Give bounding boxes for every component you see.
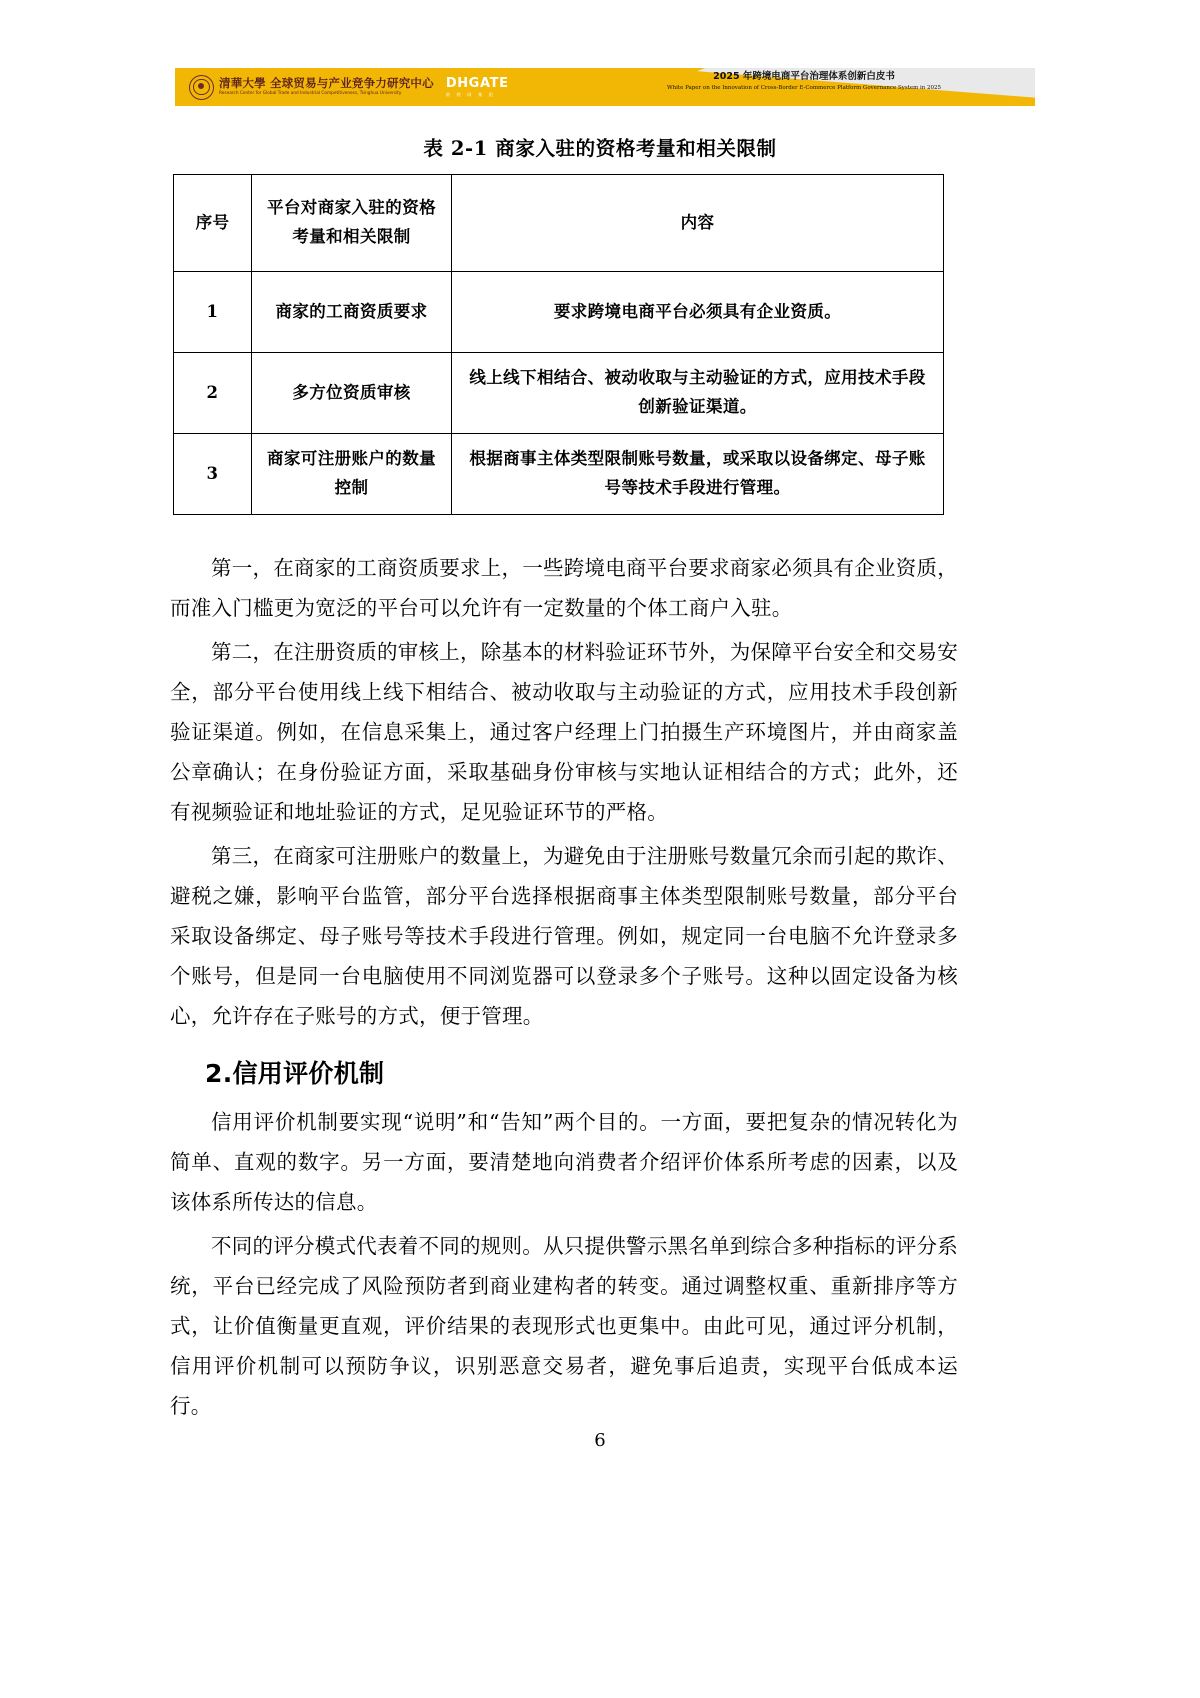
dhgate-logo-text: DHGATE: [445, 75, 509, 91]
table-cell-item: 多方位资质审核: [252, 353, 452, 434]
table-cell-desc: 根据商事主体类型限制账号数量，或采取以设备绑定、母子账号等技术手段进行管理。: [452, 434, 944, 515]
table-body: [174, 272, 944, 515]
table-head: [174, 175, 944, 272]
table-header-row: [174, 175, 944, 272]
section-heading-credit-evaluation: 2.信用评价机制: [205, 1059, 385, 1088]
table-cell-desc: 要求跨境电商平台必须具有企业资质。: [452, 272, 944, 353]
table-caption: 表 2-1 商家入驻的资格考量和相关限制: [423, 137, 777, 160]
table-row: [174, 434, 944, 515]
page-header-banner: [175, 68, 1035, 106]
table-cell-no: 1: [174, 272, 252, 353]
paragraph-credit-1: 信用评价机制要实现“说明”和“告知”两个目的。一方面，要把复杂的情况转化为简单、直观的数字。另一方面，要清楚地向消费者介绍评价体系所考虑的因素，以及该体系所传达的信息。: [170, 1110, 958, 1214]
header-whitepaper-title-group: [589, 72, 1019, 91]
table-cell-no: 2: [174, 353, 252, 434]
table-cell-item: 商家的工商资质要求: [252, 272, 452, 353]
whitepaper-title-cn: 2025 年跨境电商平台治理体系创新白皮书: [713, 71, 895, 82]
paragraph-second: 第二，在注册资质的审核上，除基本的材料验证环节外，为保障平台安全和交易安全，部分平台使用线上线下相结合、被动收取与主动验证的方式，应用技术手段创新验证渠道。例如，在信息采集上，通过客户经理上门拍摄生产环境图片，并由商家盖公章确认；在身份验证方面，采取基础身份审核与实地认证相结合的方式；此外，还有视频验证和地址验证的方式，足见验证环节的严格。: [170, 640, 958, 824]
table-header-item: 平台对商家入驻的资格考量和相关限制: [252, 175, 452, 272]
table-row: [174, 353, 944, 434]
table-header-no: 序号: [174, 175, 252, 272]
paragraph-first: 第一，在商家的工商资质要求上，一些跨境电商平台要求商家必须具有企业资质，而准入门槛更为宽泛的平台可以允许有一定数量的个体工商户入驻。: [170, 556, 958, 620]
table-header-desc: 内容: [452, 175, 944, 272]
research-center-name-en: Research Center for Global Trade and Industrial Competitiveness, Tsinghua University: [219, 90, 402, 96]
table-cell-item: 商家可注册账户的数量控制: [252, 434, 452, 515]
dhgate-brand: [446, 77, 509, 97]
paragraph-third: 第三，在商家可注册账户的数量上，为避免由于注册账号数量冗余而引起的欺诈、避税之嫌，影响平台监管，部分平台选择根据商事主体类型限制账号数量，部分平台采取设备绑定、母子账号等技术手段进行管理。例如，规定同一台电脑不允许登录多个账号，但是同一台电脑使用不同浏览器可以登录多个子账号。这种以固定设备为核心，允许存在子账号的方式，便于管理。: [170, 844, 958, 1028]
research-center-name-cn: 清華大學 全球贸易与产业竞争力研究中心: [219, 75, 434, 90]
table-cell-desc: 线上线下相结合、被动收取与主动验证的方式，应用技术手段创新验证渠道。: [452, 353, 944, 434]
body-content: [170, 548, 958, 1430]
table-row: [174, 272, 944, 353]
table-cell-no: 3: [174, 434, 252, 515]
header-logo-group: [189, 71, 509, 103]
whitepaper-title-en: White Paper on the Innovation of Cross-Border E-Commerce Platform Governance System in 2025: [666, 85, 942, 92]
research-center-brand: [219, 75, 434, 96]
page-number: 6: [594, 1430, 606, 1451]
tsinghua-seal-icon: [189, 75, 214, 100]
qualification-table: [173, 174, 944, 515]
dhgate-logo-subtext: 敦 煌 网 集 团: [445, 91, 496, 97]
paragraph-credit-2: 不同的评分模式代表着不同的规则。从只提供警示黑名单到综合多种指标的评分系统，平台已经完成了风险预防者到商业建构者的转变。通过调整权重、重新排序等方式，让价值衡量更直观，评价结果的表现形式也更集中。由此可见，通过评分机制，信用评价机制可以预防争议，识别恶意交易者，避免事后追责，实现平台低成本运行。: [170, 1234, 958, 1418]
